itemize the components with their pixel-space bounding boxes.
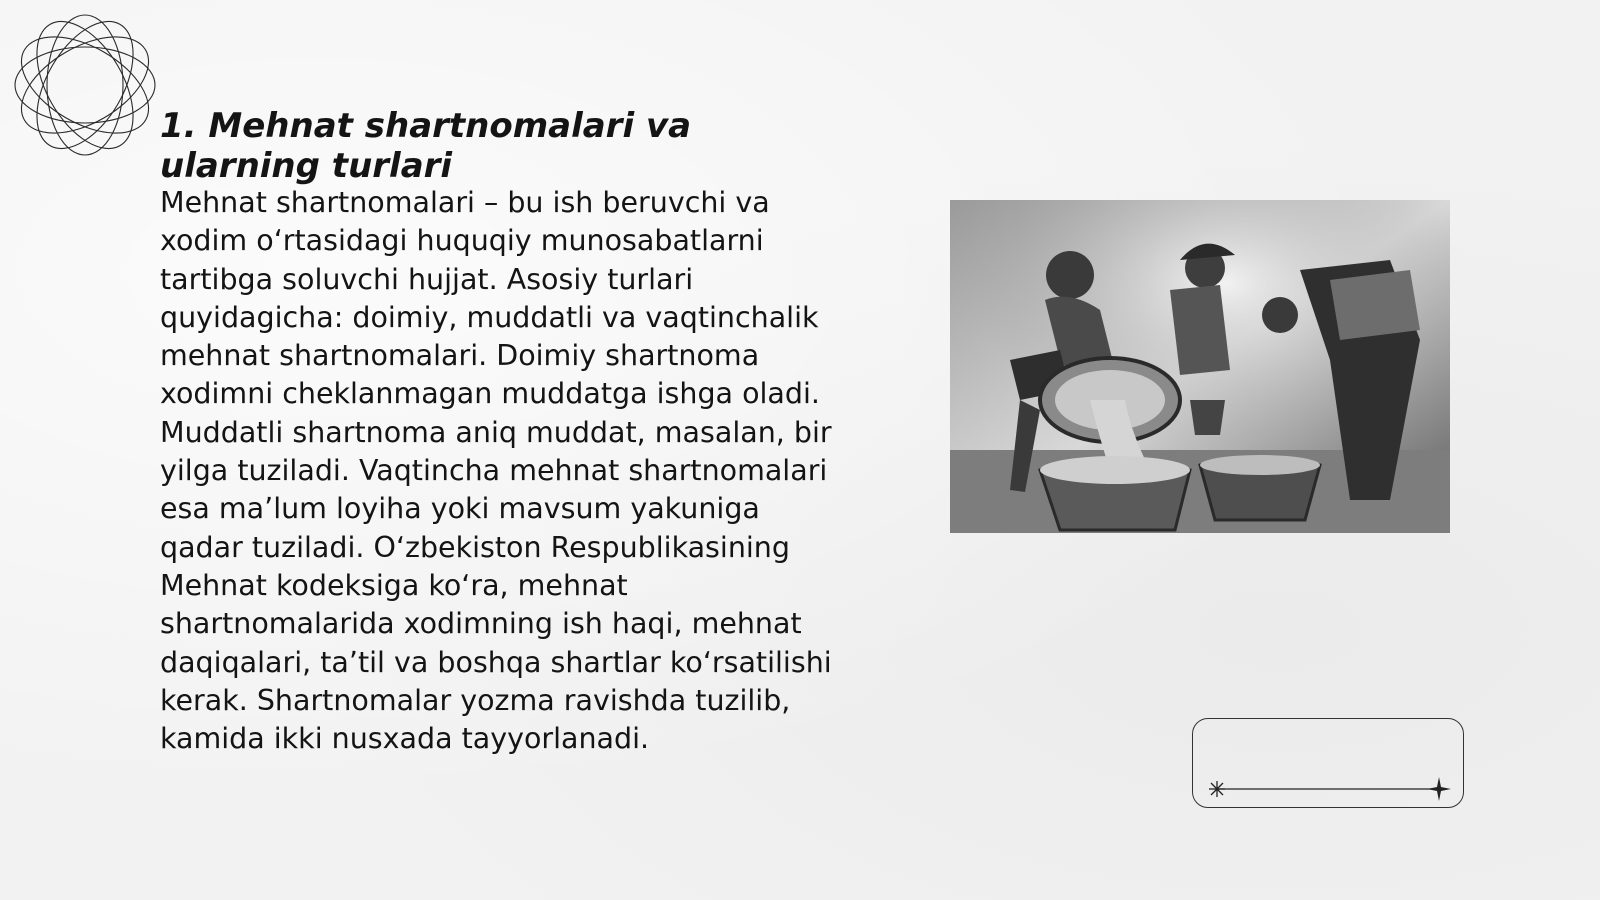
circle-ornament-icon (10, 10, 160, 160)
starburst-icon (1209, 781, 1225, 797)
body-paragraph: Mehnat shartnomalari – bu ish beruvchi va xodim oʻrtasidagi huquqiy munosabatlarni tartibga soluvchi hujjat. Asosiy turlari quyidagicha: doimiy, muddatli va vaqtinchalik mehnat shartnomalari. Doimiy shartnoma xodimni cheklanmagan muddatga ishga oladi. Muddatli shartnoma aniq muddat, masalan, bir yilga tuziladi. Vaqtincha mehnat shartnomalari esa maʼlum loyiha yoki mavsum yakuniga qadar tuziladi. Oʻzbekiston Respublikasining Mehnat kodeksiga koʻra, mehnat shartnomalarida xodimning ish haqi, mehnat daqiqalari, taʼtil va boshqa shartlar koʻrsatilishi kerak. Shartnomalar yozma ravishda tuzilib, kamida ikki nusxada tayyorlanadi. (160, 186, 832, 756)
slide-title: 1. Mehnat shartnomalari va ularning turlari (160, 106, 692, 186)
workers-photo (950, 200, 1450, 533)
decorative-frame (1192, 718, 1464, 808)
sparkle-icon (1427, 777, 1451, 801)
photo-workers-sifting-grain (950, 200, 1450, 533)
